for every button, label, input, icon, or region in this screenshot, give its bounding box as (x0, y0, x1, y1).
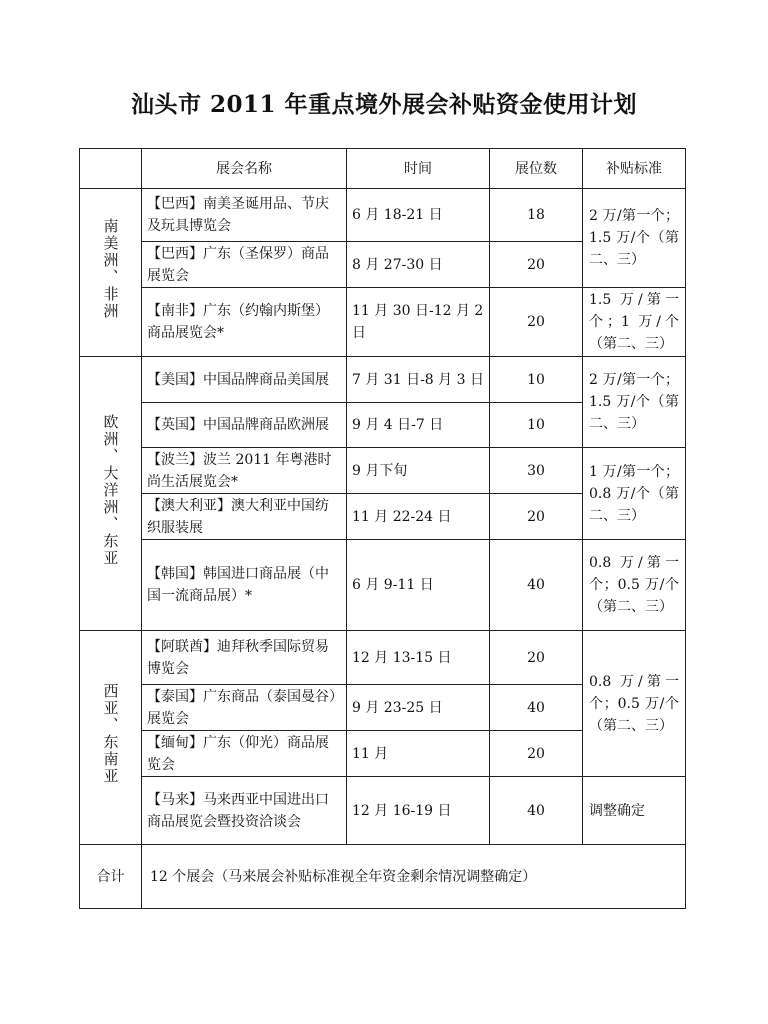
header-exhibition-name: 展会名称 (142, 149, 347, 189)
table-row (80, 288, 686, 357)
booth-count-cell: 20 (490, 288, 583, 357)
document-title: 汕头市 2011 年重点境外展会补贴资金使用计划 (130, 91, 638, 118)
exhibition-name-cell: 【韩国】韩国进口商品展（中国一流商品展）* (142, 540, 347, 631)
region-cell-south-america-africa (80, 189, 142, 357)
booth-count-cell: 40 (490, 685, 583, 731)
exhibition-name-cell: 【马来】马来西亚中国进出口商品展览会暨投资洽谈会 (142, 777, 347, 845)
exhibition-name-cell: 【澳大利亚】澳大利亚中国纺织服装展 (142, 494, 347, 540)
subsidy-standard-cell: 0.8 万/第一个；0.5 万/个（第二、三） (583, 631, 686, 777)
subsidy-plan-table (79, 148, 686, 909)
header-region (80, 149, 142, 189)
exhibition-name-cell: 【缅甸】广东（仰光）商品展览会 (142, 731, 347, 777)
table-row (80, 189, 686, 242)
time-cell: 9 月 23-25 日 (347, 685, 490, 731)
exhibition-name-cell: 【巴西】广东（圣保罗）商品展览会 (142, 242, 347, 288)
booth-count-cell: 20 (490, 242, 583, 288)
header-booth-count: 展位数 (490, 149, 583, 189)
exhibition-name-cell: 【巴西】南美圣诞用品、节庆及玩具博览会 (142, 189, 347, 242)
region-label: 南美洲、非洲 (101, 218, 120, 320)
subsidy-standard-cell: 1.5 万/第一个；1 万/个（第二、三） (583, 288, 686, 357)
table-row (80, 631, 686, 685)
booth-count-cell: 10 (490, 357, 583, 403)
total-label: 合计 (80, 845, 142, 909)
header-time: 时间 (347, 149, 490, 189)
time-cell: 11 月 (347, 731, 490, 777)
time-cell: 6 月 9-11 日 (347, 540, 490, 631)
subsidy-standard-cell: 2 万/第一个；1.5 万/个（第二、三） (583, 189, 686, 288)
subsidy-standard-cell: 0.8 万/第一个；0.5 万/个（第二、三） (583, 540, 686, 631)
subsidy-standard-cell: 1 万/第一个；0.8 万/个（第二、三） (583, 448, 686, 540)
exhibition-name-cell: 【泰国】广东商品（泰国曼谷）展览会 (142, 685, 347, 731)
table-row (80, 540, 686, 631)
booth-count-cell: 10 (490, 403, 583, 448)
time-cell: 12 月 13-15 日 (347, 631, 490, 685)
region-label: 西亚、东南亚 (101, 683, 120, 785)
booth-count-cell: 40 (490, 540, 583, 631)
time-cell: 11 月 30 日-12 月 2 日 (347, 288, 490, 357)
table-row (80, 448, 686, 494)
exhibition-name-cell: 【南非】广东（约翰内斯堡）商品展览会* (142, 288, 347, 357)
subsidy-standard-cell: 2 万/第一个；1.5 万/个（第二、三） (583, 357, 686, 448)
booth-count-cell: 40 (490, 777, 583, 845)
header-row (80, 149, 686, 189)
total-summary: 12 个展会（马来展会补贴标准视全年资金剩余情况调整确定） (142, 845, 686, 909)
time-cell: 11 月 22-24 日 (347, 494, 490, 540)
table-row (80, 357, 686, 403)
time-cell: 7 月 31 日-8 月 3 日 (347, 357, 490, 403)
header-subsidy-standard: 补贴标准 (583, 149, 686, 189)
booth-count-cell: 18 (490, 189, 583, 242)
booth-count-cell: 20 (490, 631, 583, 685)
booth-count-cell: 20 (490, 494, 583, 540)
booth-count-cell: 30 (490, 448, 583, 494)
total-row (80, 845, 686, 909)
booth-count-cell: 20 (490, 731, 583, 777)
time-cell: 9 月下旬 (347, 448, 490, 494)
region-label: 欧洲、大洋洲、东亚 (101, 413, 120, 567)
exhibition-name-cell: 【阿联酋】迪拜秋季国际贸易博览会 (142, 631, 347, 685)
table-row (80, 777, 686, 845)
time-cell: 8 月 27-30 日 (347, 242, 490, 288)
exhibition-name-cell: 【波兰】波兰 2011 年粤港时尚生活展览会* (142, 448, 347, 494)
subsidy-standard-cell: 调整确定 (583, 777, 686, 845)
time-cell: 12 月 16-19 日 (347, 777, 490, 845)
region-cell-west-asia-southeast-asia (80, 631, 142, 845)
time-cell: 9 月 4 日-7 日 (347, 403, 490, 448)
exhibition-name-cell: 【美国】中国品牌商品美国展 (142, 357, 347, 403)
exhibition-name-cell: 【英国】中国品牌商品欧洲展 (142, 403, 347, 448)
time-cell: 6 月 18-21 日 (347, 189, 490, 242)
region-cell-europe-oceania-east-asia (80, 357, 142, 631)
